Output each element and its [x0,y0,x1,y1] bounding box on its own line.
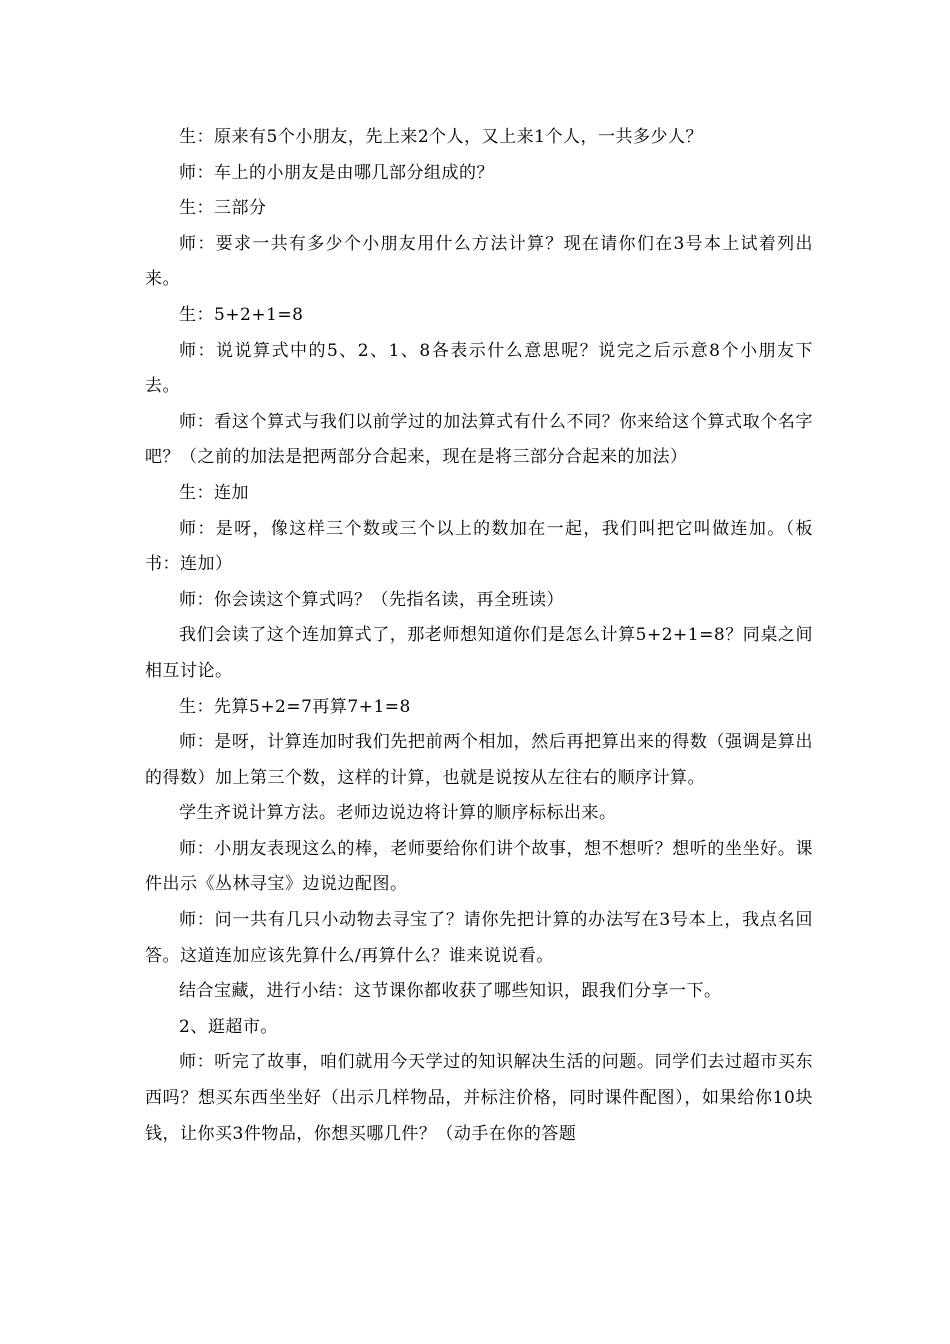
paragraph: 师：说说算式中的5、2、1、8各表示什么意思呢？说完之后示意8个小朋友下去。 [145,340,813,397]
paragraph: 师：是呀，计算连加时我们先把前两个相加，然后再把算出来的得数（强调是算出的得数）加上第三个数，这样的计算，也就是说按从左往右的顺序计算。 [145,732,813,788]
paragraph: 师：听完了故事，咱们就用今天学过的知识解决生活的问题。同学们去过超市买东西吗？想买东西坐坐好（出示几样物品，并标注价格，同时课件配图），如果给你10块钱，让你买3件物品，你想买哪几件？（动手在你的答题 [145,1052,813,1144]
paragraph: 师：小朋友表现这么的棒，老师要给你们讲个故事，想不想听？想听的坐坐好。课件出示《丛林寻宝》边说边配图。 [145,838,813,895]
paragraph: 师：你会读这个算式吗？（先指名读，再全班读） [179,589,564,610]
paragraph: 师：看这个算式与我们以前学过的加法算式有什么不同？你来给这个算式取个名字吧？（之前的加法是把两部分合起来，现在是将三部分合起来的加法） [145,411,813,468]
paragraph: 生：先算5+2=7再算7+1=8 [179,696,411,717]
section-heading: 2、逛超市。 [179,1016,278,1037]
paragraph: 我们会读了这个连加算式了，那老师想知道你们是怎么计算5+2+1=8？同桌之间相互讨论。 [145,625,813,681]
paragraph: 生：原来有5个小朋友，先上来2个人，又上来1个人，一共多少人？ [179,127,703,147]
document-body [145,120,813,1152]
paragraph: 生：连加 [179,482,249,503]
paragraph: 学生齐说计算方法。老师边说边将计算的顺序标标出来。 [179,803,617,824]
paragraph: 生：5+2+1=8 [179,304,304,325]
paragraph: 师：问一共有几只小动物去寻宝了？请你先把计算的办法写在3号本上，我点名回答。这道连加应该先算什么/再算什么？谁来说说看。 [145,910,813,966]
paragraph: 结合宝藏，进行小结：这节课你都收获了哪些知识，跟我们分享一下。 [179,981,722,1002]
paragraph: 师：是呀，像这样三个数或三个以上的数加在一起，我们叫把它叫做连加。（板书：连加） [145,518,813,575]
paragraph: 生：三部分 [179,198,267,219]
paragraph: 师：要求一共有多少个小朋友用什么方法计算？现在请你们在3号本上试着列出来。 [145,233,813,290]
paragraph: 师：车上的小朋友是由哪几部分组成的？ [179,162,494,183]
